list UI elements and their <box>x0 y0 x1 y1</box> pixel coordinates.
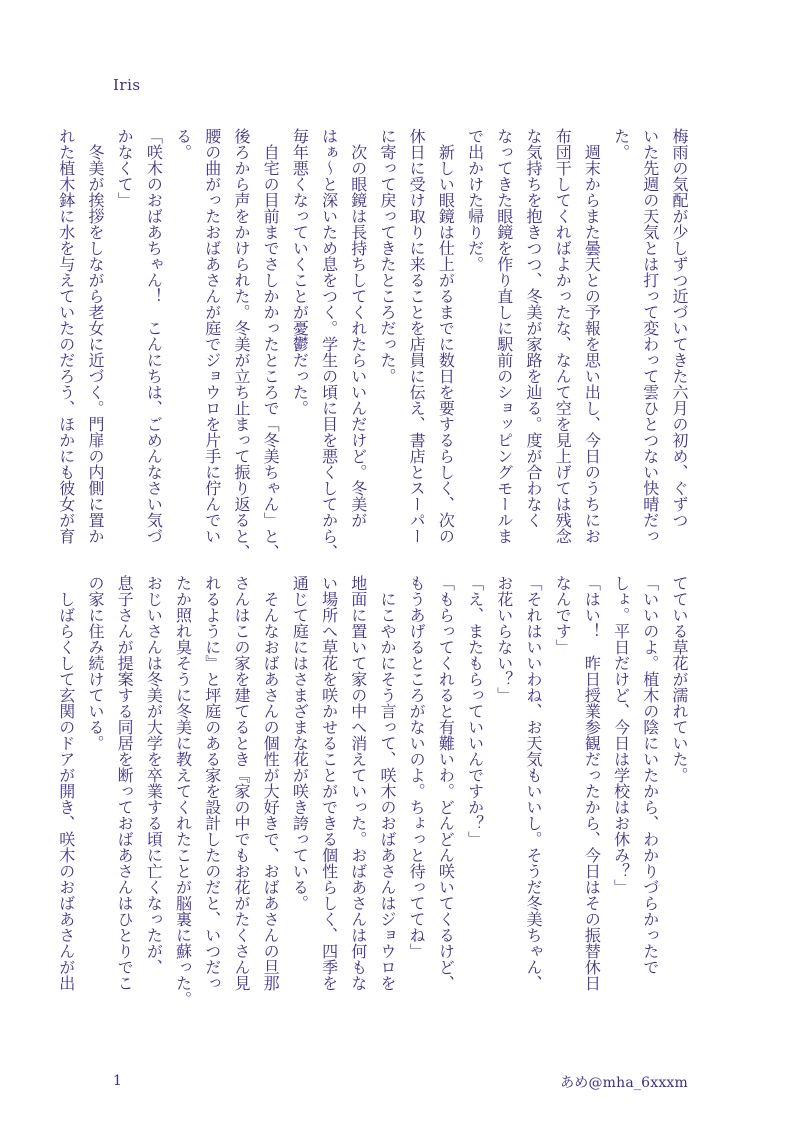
paragraph: 次の眼鏡は長持ちしてくれたらいいんだけど。冬美が はぁ～と深いため息をつく。学生の頃に目を悪くしてから、 毎年悪くなっていくことが憂鬱だった。 <box>290 128 368 560</box>
paragraph: 梅雨の気配が少しずつ近づいてきた六月の初め、ぐずつ いた先週の天気とは打って変わって雲ひとつない快晴だっ た。 <box>611 128 689 544</box>
paragraph: 週末からまた曇天との予報を思い出し、今日のうちにお 布団干してくればよかったな、なんて空を見上げては残念 な気持ちを抱きつつ、冬美が家路を辿る。度が合わなく なってきた眼鏡を作り直しに駅前のショッピングモールま で出かけた帰りだ。 <box>465 128 602 544</box>
paragraph: てている草花が濡れていた。 <box>670 575 689 783</box>
page-number: 1 <box>113 1073 122 1089</box>
paragraph: 新しい眼鏡は仕上がるまでに数日を要するらしく、次の 休日に受け取りに来ることを店員に伝え、書店とスーパー に寄って戻ってきたところだった。 <box>377 128 456 544</box>
paragraph: 自宅の目前までさしかかったところで「冬美ちゃん」と、 後ろから声をかけられた。冬美が立ち止まって振り返ると、 腰の曲がったおばあさんが庭でジョウロを片手に佇んでい る。 <box>173 128 281 560</box>
document-title: Iris <box>113 76 141 94</box>
text-block-top <box>56 128 694 560</box>
text-block-bottom <box>56 575 694 1007</box>
paragraph: しばらくして玄関のドアが開き、咲木のおばあさんが出 <box>56 575 76 991</box>
paragraph: 冬美が挨拶をしながら老女に近づく。門扉の内側に置か れた植木鉢に水を与えていたのだろう、ほかにも彼女が育 <box>56 128 105 544</box>
paragraph: そんなおばあさんの個性が大好きで、おばあさんの旦那 さんはこの家を建てるとき『家の中でもお花がたくさん見 れるように』と坪庭のある家を設計したのだと、いつだっ たか照れ臭そうに冬美に教えてくれたことが脳裏に蘇った。 おじいさんは冬美が大学を卒業する頃に亡くなったが、 息子さんが提案する同居を断っておばあさんはひとりでこ の家に住み続けている。 <box>85 575 281 1007</box>
paragraph: 「それはいいわね、お天気もいいし。そうだ冬美ちゃん、 お花いらない？」 <box>494 575 543 991</box>
author-handle: あめ@mha_6xxxm <box>560 1075 688 1091</box>
paragraph: 「いいのよ。植木の陰にいたから、わかりづらかったで しょ。平日だけど、今日は学校はお休み？」 <box>611 575 660 975</box>
paragraph: 「はい！ 昨日授業参観だったから、今日はその振替休日 なんです」 <box>553 575 602 991</box>
paragraph: 「咲木のおばあちゃん！ こんにちは、ごめんなさい気づ かなくて」 <box>115 128 164 544</box>
paragraph: 「もらってくれると有難いわ。どんどん咲いてくるけど、 もうあげるところがないのよ。ちょっと待っててね」 <box>407 575 456 991</box>
paragraph: 「え、またもらっていいんですか？」 <box>465 575 485 847</box>
paragraph: にこやかにそう言って、咲木のおばあさんはジョウロを 地面に置いて家の中へ消えていった。おばあさんは何もな い場所へ草花を咲かせることができる個性らしく、四季を 通じて庭にはさまざまな花が咲き誇っている。 <box>290 575 397 991</box>
